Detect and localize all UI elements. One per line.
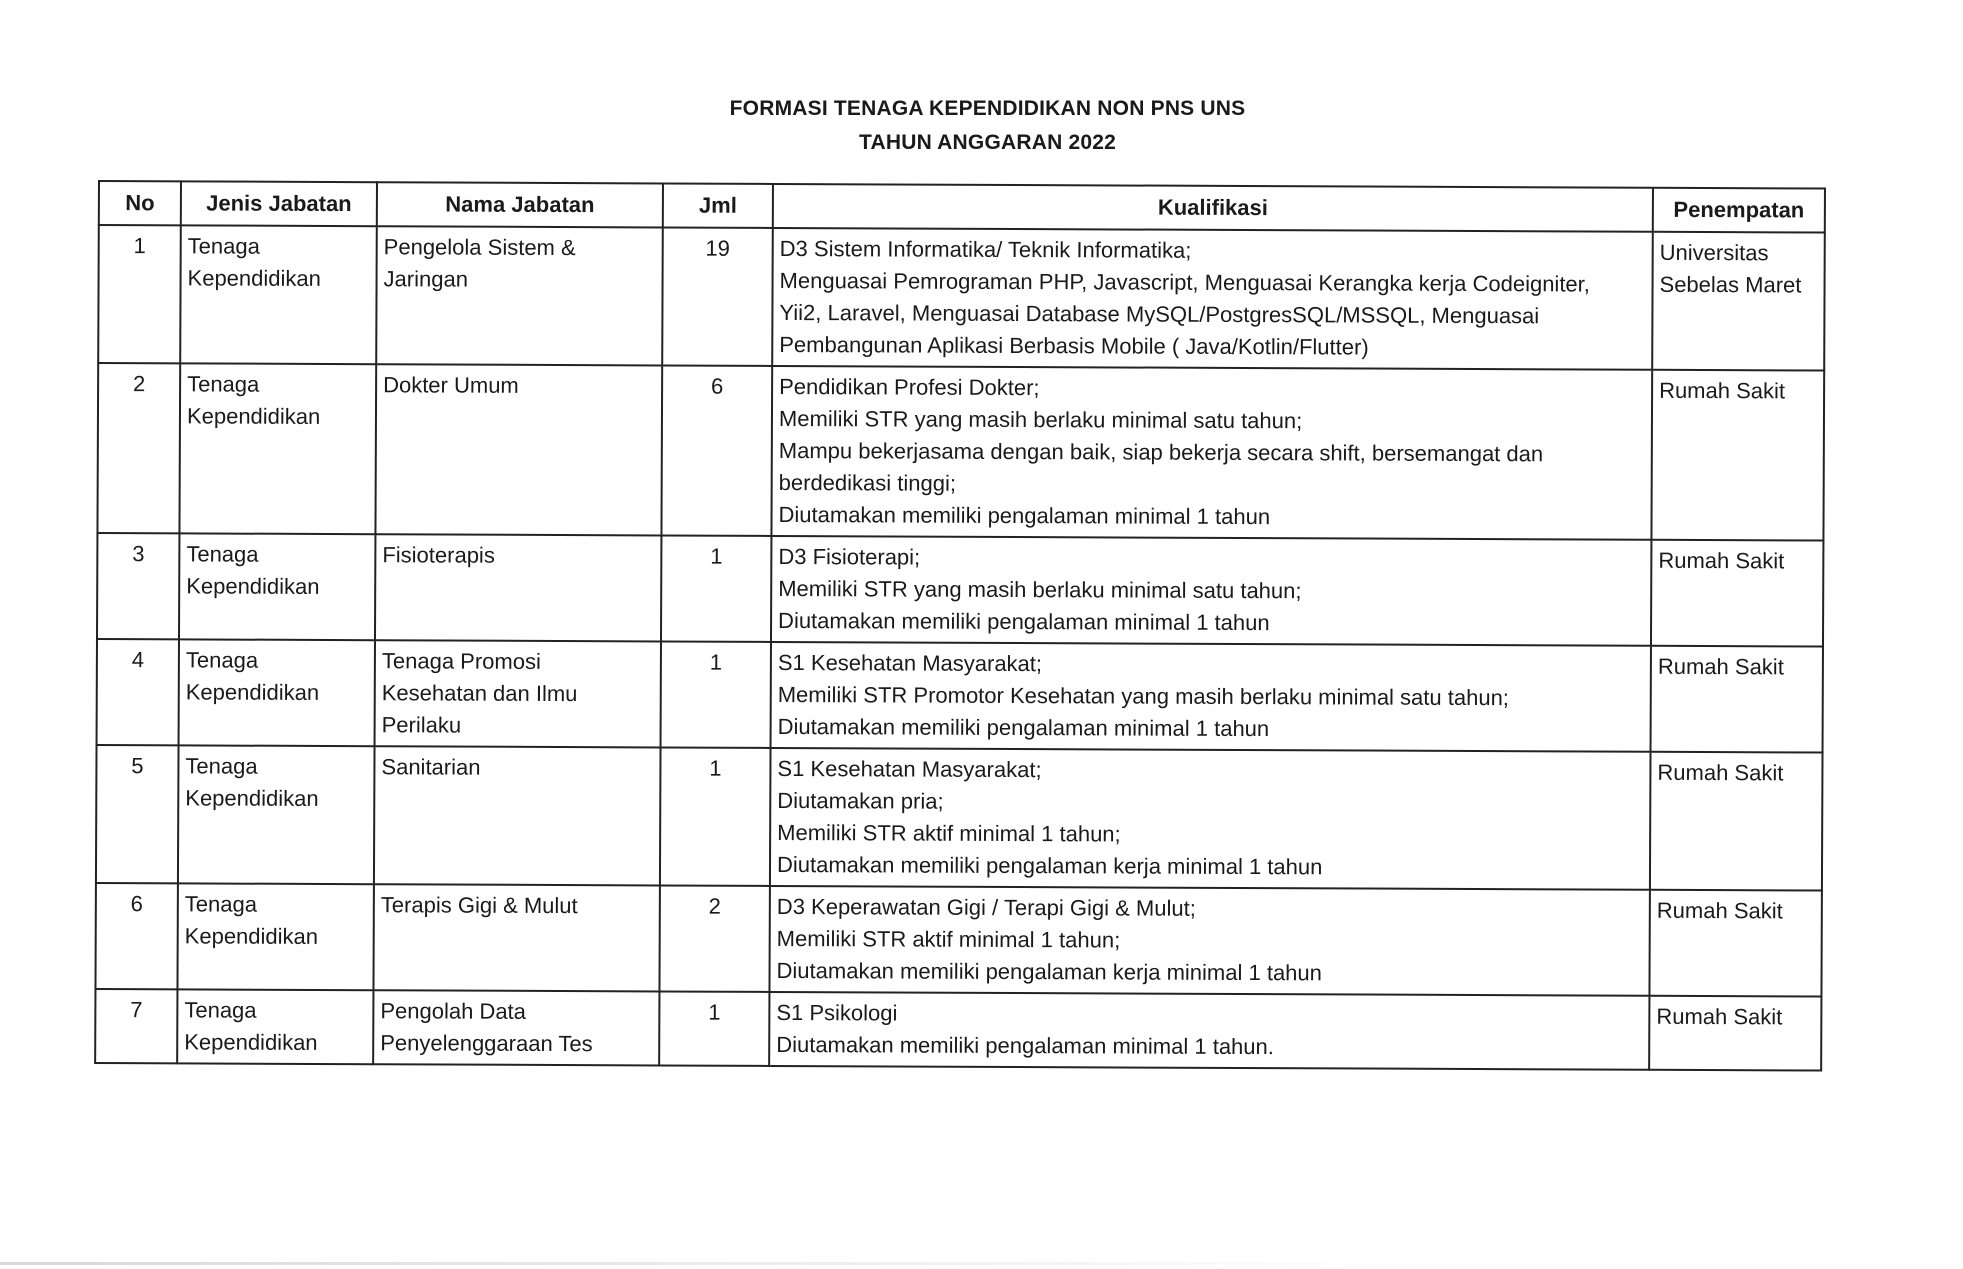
table-row	[98, 225, 1825, 371]
cell-no: 3	[97, 533, 179, 639]
nama-line: Kesehatan dan Ilmu	[381, 680, 578, 707]
table-row	[95, 883, 1821, 997]
kualifikasi-line: Yii2, Laravel, Menguasai Database MySQL/PostgresSQL/MSSQL, Menguasai	[779, 299, 1540, 329]
cell-kualifikasi	[769, 886, 1649, 996]
nama-line: Penyelenggaraan Tes	[380, 1030, 593, 1057]
cell-jenis-jabatan	[177, 883, 373, 990]
penempatan-line: Sebelas Maret	[1659, 271, 1802, 298]
cell-jenis-jabatan	[180, 225, 377, 364]
penempatan-line: Rumah Sakit	[1659, 377, 1786, 404]
jenis-line: Tenaga	[185, 647, 259, 673]
title-line-1: FORMASI TENAGA KEPENDIDIKAN NON PNS UNS	[729, 97, 1246, 120]
jenis-line: Tenaga	[184, 997, 257, 1023]
kualifikasi-line: S1 Kesehatan Masyarakat;	[777, 755, 1042, 783]
cell-nama-jabatan	[375, 534, 661, 641]
jenis-line: Kependidikan	[186, 573, 320, 599]
jenis-line: Tenaga	[185, 753, 258, 779]
kualifikasi-line: Diutamakan memiliki pengalaman minimal 1 tahun.	[776, 1031, 1274, 1060]
cell-jml: 1	[659, 991, 769, 1065]
penempatan-line: Rumah Sakit	[1656, 897, 1783, 924]
header-penempatan: Penempatan	[1653, 188, 1825, 233]
penempatan-line: Rumah Sakit	[1657, 653, 1784, 680]
cell-jml: 1	[661, 535, 771, 641]
cell-penempatan	[1650, 752, 1823, 891]
cell-nama-jabatan	[373, 990, 659, 1065]
cell-kualifikasi	[771, 536, 1651, 646]
cell-jml: 1	[660, 747, 771, 885]
nama-line: Fisioterapis	[382, 542, 495, 568]
kualifikasi-line: Memiliki STR Promotor Kesehatan yang masih berlaku minimal satu tahun;	[777, 681, 1510, 711]
nama-line: Perilaku	[381, 712, 462, 738]
cell-jenis-jabatan	[179, 363, 376, 534]
header-kualifikasi: Kualifikasi	[773, 184, 1653, 232]
cell-kualifikasi	[769, 992, 1649, 1070]
kualifikasi-line: berdedikasi tinggi;	[778, 469, 957, 496]
kualifikasi-line: Diutamakan pria;	[777, 787, 944, 814]
nama-line: Jaringan	[383, 266, 469, 292]
cell-kualifikasi	[771, 366, 1652, 540]
header-nama-jabatan: Nama Jabatan	[377, 182, 663, 227]
jenis-line: Tenaga	[187, 371, 260, 397]
cell-jml: 2	[659, 885, 769, 991]
header-jenis-jabatan: Jenis Jabatan	[181, 181, 377, 226]
penempatan-line: Rumah Sakit	[1656, 1003, 1783, 1030]
cell-nama-jabatan	[376, 226, 663, 365]
nama-line: Tenaga Promosi	[381, 648, 541, 674]
cell-kualifikasi	[772, 228, 1653, 370]
cell-nama-jabatan	[373, 884, 659, 991]
kualifikasi-line: S1 Kesehatan Masyarakat;	[777, 649, 1043, 677]
jenis-line: Kependidikan	[187, 265, 321, 291]
kualifikasi-line: Diutamakan memiliki pengalaman kerja minimal 1 tahun	[776, 851, 1323, 880]
cell-kualifikasi	[771, 642, 1651, 752]
kualifikasi-line: Diutamakan memiliki pengalaman kerja minimal 1 tahun	[776, 957, 1322, 986]
kualifikasi-line: Memiliki STR yang masih berlaku minimal satu tahun;	[778, 405, 1303, 434]
table-row	[95, 989, 1821, 1071]
header-jml: Jml	[663, 183, 773, 227]
kualifikasi-line: Pendidikan Profesi Dokter;	[779, 373, 1040, 401]
cell-jenis-jabatan	[179, 639, 375, 746]
kualifikasi-line: D3 Fisioterapi;	[778, 543, 921, 570]
cell-jenis-jabatan	[179, 533, 375, 640]
formasi-table	[94, 180, 1826, 1072]
document-title	[0, 92, 1963, 160]
penempatan-line: Rumah Sakit	[1657, 759, 1784, 786]
cell-jml: 19	[662, 227, 773, 365]
nama-line: Terapis Gigi & Mulut	[380, 892, 578, 919]
jenis-line: Tenaga	[186, 541, 259, 567]
jenis-line: Tenaga	[184, 891, 258, 917]
kualifikasi-line: Diutamakan memiliki pengalaman minimal 1 tahun	[778, 607, 1270, 636]
jenis-line: Kependidikan	[186, 403, 321, 429]
nama-line: Pengolah Data	[380, 998, 526, 1024]
kualifikasi-line: D3 Sistem Informatika/ Teknik Informatika;	[779, 235, 1192, 263]
kualifikasi-line: D3 Keperawatan Gigi / Terapi Gigi & Mulut;	[776, 893, 1196, 921]
kualifikasi-line: Mampu bekerjasama dengan baik, siap bekerja secara shift, bersemangat dan	[778, 437, 1544, 467]
cell-jml: 6	[661, 365, 772, 535]
cell-penempatan	[1652, 232, 1825, 371]
table-row	[97, 533, 1823, 647]
penempatan-line: Universitas	[1659, 239, 1769, 266]
jenis-line: Kependidikan	[184, 923, 319, 949]
nama-line: Sanitarian	[381, 754, 481, 780]
kualifikasi-line: S1 Psikologi	[776, 999, 898, 1026]
cell-jenis-jabatan	[178, 745, 375, 884]
cell-nama-jabatan	[374, 746, 661, 885]
jenis-line: Kependidikan	[184, 1029, 318, 1055]
cell-penempatan	[1649, 890, 1821, 997]
nama-line: Dokter Umum	[383, 372, 519, 398]
jenis-line: Kependidikan	[185, 679, 320, 705]
kualifikasi-line: Menguasai Pemrograman PHP, Javascript, Menguasai Kerangka kerja Codeigniter,	[779, 267, 1590, 297]
kualifikasi-line: Memiliki STR aktif minimal 1 tahun;	[777, 819, 1121, 847]
table-row	[96, 745, 1823, 891]
cell-nama-jabatan	[375, 640, 661, 747]
cell-nama-jabatan	[375, 364, 662, 535]
scan-edge-shadow	[0, 1262, 1400, 1265]
cell-no: 6	[95, 883, 177, 989]
table-header-row	[99, 181, 1825, 233]
header-no: No	[99, 181, 181, 225]
cell-no: 1	[98, 225, 181, 363]
title-line-2: TAHUN ANGGARAN 2022	[859, 131, 1116, 154]
kualifikasi-line: Diutamakan memiliki pengalaman minimal 1 tahun	[777, 713, 1270, 742]
jenis-line: Tenaga	[187, 233, 260, 259]
cell-no: 4	[97, 639, 179, 745]
cell-kualifikasi	[770, 748, 1651, 890]
cell-no: 5	[96, 745, 179, 883]
cell-jenis-jabatan	[177, 989, 373, 1064]
table-row	[97, 639, 1823, 753]
jenis-line: Kependidikan	[185, 785, 319, 811]
kualifikasi-line: Diutamakan memiliki pengalaman minimal 1 tahun	[778, 501, 1271, 530]
cell-penempatan	[1651, 370, 1824, 541]
cell-no: 2	[97, 363, 180, 533]
nama-line: Pengelola Sistem &	[383, 234, 576, 261]
penempatan-line: Rumah Sakit	[1658, 547, 1785, 574]
cell-no: 7	[95, 989, 177, 1063]
cell-penempatan	[1649, 996, 1821, 1071]
kualifikasi-line: Memiliki STR yang masih berlaku minimal satu tahun;	[778, 575, 1302, 604]
kualifikasi-line: Pembangunan Aplikasi Berbasis Mobile ( Java/Kotlin/Flutter)	[779, 331, 1369, 360]
cell-penempatan	[1651, 646, 1823, 753]
cell-penempatan	[1651, 540, 1823, 647]
table-row	[97, 363, 1824, 541]
kualifikasi-line: Memiliki STR aktif minimal 1 tahun;	[776, 925, 1121, 953]
cell-jml: 1	[661, 641, 771, 747]
